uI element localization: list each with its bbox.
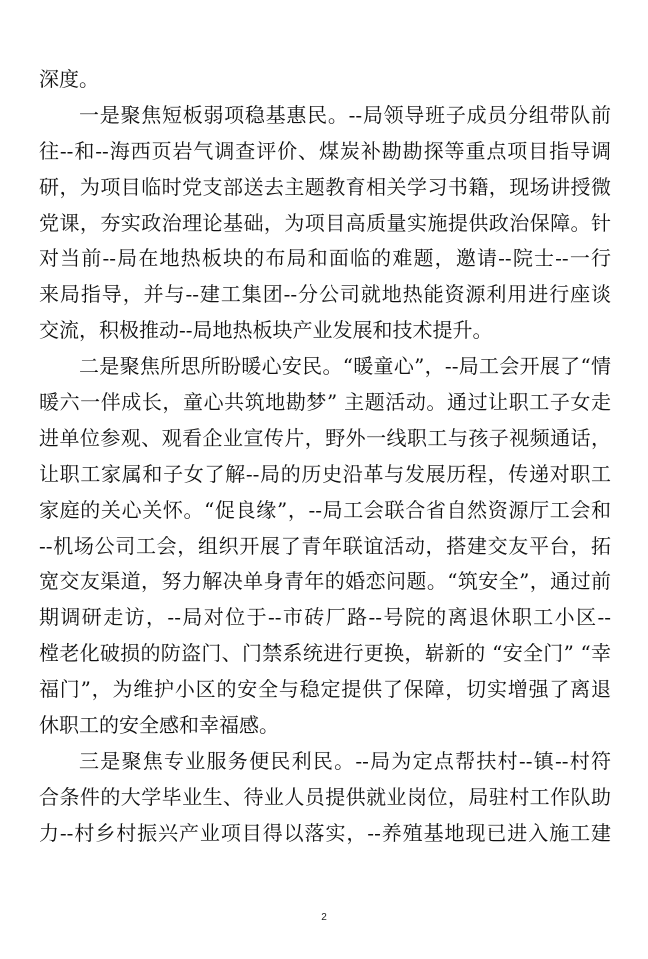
text-line: 让职工家属和子女了解--局的历史沿革与发展历程，传递对职工 [39,461,611,486]
text-line: 家庭的关心关怀。“促良缘”，--局工会联合省自然资源厅工会和 [39,497,611,522]
paragraph-first-line: 三是聚焦专业服务便民利民。--局为定点帮扶村--镇--村符 [79,748,611,773]
document-body [39,62,611,852]
text-line: 福门”，为维护小区的安全与稳定提供了保障，切实增强了离退 [39,677,611,702]
paragraph-first-line: 二是聚焦所思所盼暖心安民。“暖童心”，--局工会开展了“情 [79,354,611,379]
text-line: 宽交友渠道，努力解决单身青年的婚恋问题。“筑安全”，通过前 [39,569,611,594]
text-line: 力--村乡村振兴产业项目得以落实，--养殖基地现已进入施工建 [39,820,611,845]
text-line: 深度。 [39,67,99,91]
text-line: 研，为项目临时党支部送去主题教育相关学习书籍，现场讲授微 [39,174,611,199]
text-line: 交流，积极推动--局地热板块产业发展和技术提升。 [39,318,493,343]
text-line: 暖六一伴成长，童心共筑地勘梦” 主题活动。通过让职工子女走 [39,390,611,415]
text-line: 党课，夯实政治理论基础，为项目高质量实施提供政治保障。针 [39,210,611,235]
text-line: 休职工的安全感和幸福感。 [39,713,279,738]
text-line: 樘老化破损的防盗门、门禁系统进行更换，崭新的 “安全门” “幸 [39,641,611,666]
text-line: 来局指导，并与--建工集团--分公司就地热能资源利用进行座谈 [39,282,611,307]
text-line: 进单位参观、观看企业宣传片，野外一线职工与孩子视频通话， [39,425,611,450]
text-line: --机场公司工会，组织开展了青年联谊活动，搭建交友平台，拓 [39,533,611,558]
page-number: 2 [321,912,327,923]
text-line: 期调研走访，--局对位于--市砖厂路--号院的离退休职工小区-- [39,605,611,630]
text-line: 对当前--局在地热板块的布局和面临的难题，邀请--院士--一行 [39,246,611,271]
paragraph-first-line: 一是聚焦短板弱项稳基惠民。--局领导班子成员分组带队前 [79,102,611,127]
text-line: 往--和--海西页岩气调查评价、煤炭补勘勘探等重点项目指导调 [39,138,611,163]
text-line: 合条件的大学毕业生、待业人员提供就业岗位，局驻村工作队助 [39,784,611,809]
